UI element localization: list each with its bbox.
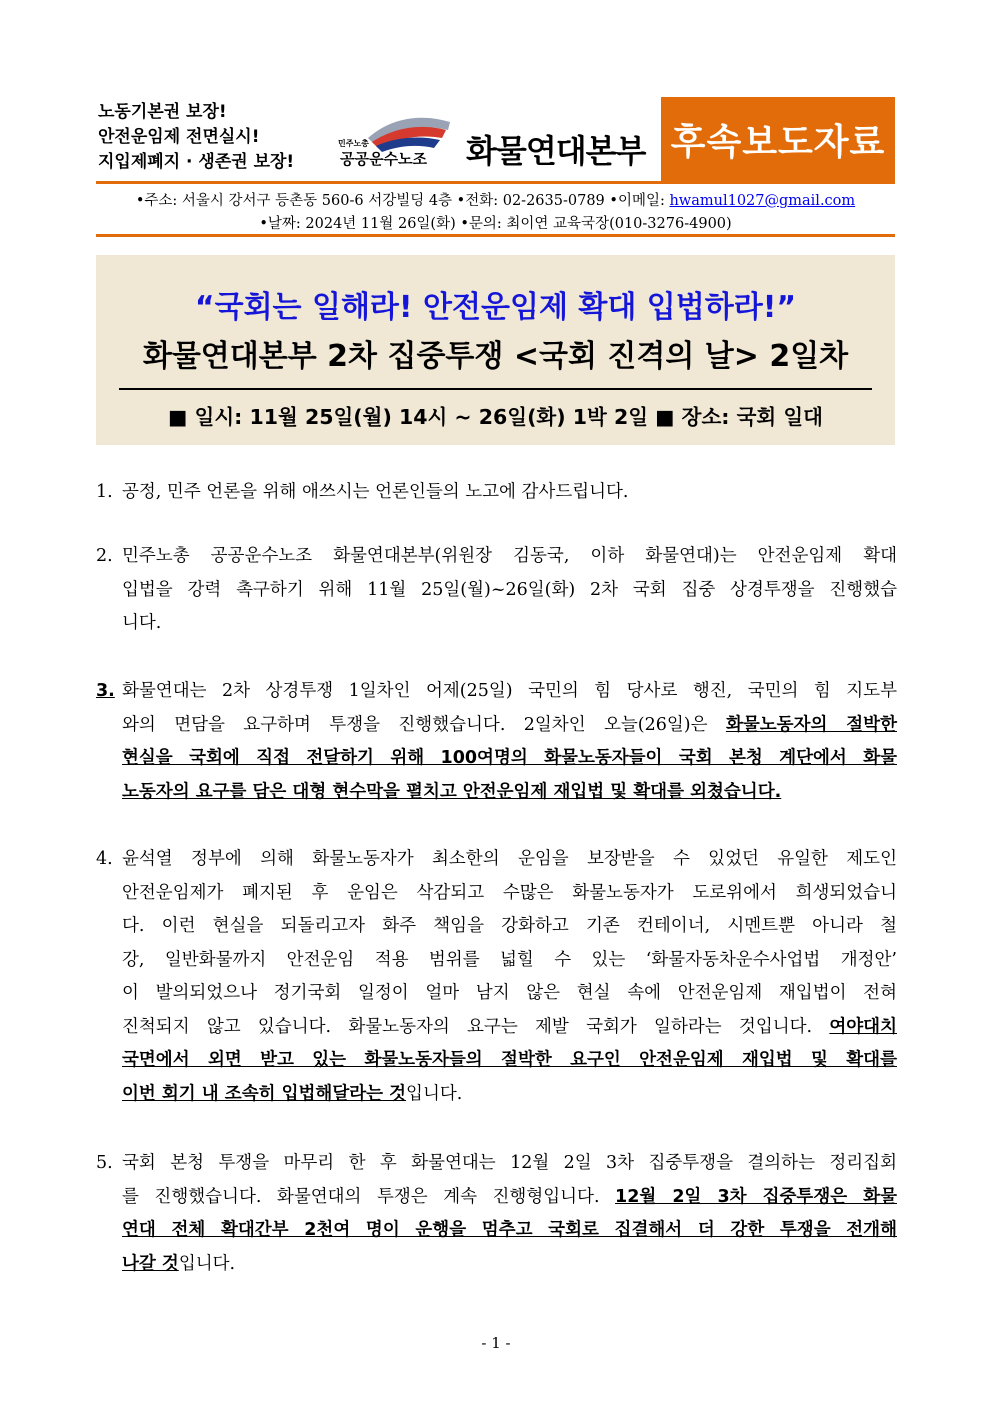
paragraph-line: 다. 이런 현실을 되돌리고자 화주 책임을 강화하고 기존 컨테이너, 시멘트뿐 아니라 철	[122, 916, 897, 936]
paragraph-number: 1.	[96, 482, 113, 502]
paragraph-line	[96, 1044, 897, 1078]
paragraph-line	[96, 1078, 897, 1112]
paragraph-number: 5.	[96, 1153, 113, 1173]
logo-small-text: 민주노총	[338, 139, 369, 148]
press-release-badge: 후속보도자료	[661, 97, 895, 181]
paragraph-1	[96, 476, 897, 510]
paragraph-line	[96, 1214, 897, 1248]
paragraph-line: 니다.	[122, 613, 162, 633]
org-name: 화물연대본부	[466, 132, 646, 170]
paragraph-number: 4.	[96, 849, 113, 869]
page-number: - 1 -	[481, 1334, 511, 1352]
emphasis-text: 화물노동자의 절박한	[725, 714, 897, 735]
paragraph-text: 진척되지 않고 있습니다. 화물노동자의 요구는 제발 국회가 일하라는 것입니다.	[122, 1016, 830, 1037]
paragraph-line: 민주노총 공공운수노조 화물연대본부(위원장 김동국, 이하 화물연대)는 안전운임제 확대	[122, 546, 897, 566]
paragraph-4	[96, 843, 897, 1111]
paragraph-line: 강, 일반화물까지 안전운임 적용 범위를 넓힐 수 있는 ‘화물자동차운수사업법 개정안’	[122, 949, 897, 970]
paragraph-number: 3.	[96, 681, 115, 701]
paragraph-line: 공정, 민주 언론을 위해 애쓰시는 언론인들의 노고에 감사드립니다.	[122, 482, 629, 502]
contact-line-1	[96, 189, 895, 210]
emphasis-text: 이번 회기 내 조속히 입법해달라는 것	[122, 1083, 407, 1104]
paragraph-line	[96, 1181, 897, 1215]
paragraph-text: 를 진행했습니다. 화물연대의 투쟁은 계속 진행형입니다.	[122, 1186, 616, 1207]
emphasis-text: 노동자의 요구를 담은 대형 현수막을 펼치고 안전운임제 재입법 및 확대를 외쳤습니다.	[122, 781, 782, 802]
email-link[interactable]: hwamul1027@gmail.com	[669, 193, 856, 209]
paragraph-line: 입법을 강력 촉구하기 위해 11월 25일(월)~26일(화) 2차 국회 집중 상경투쟁을 진행했습	[122, 579, 897, 600]
paragraph-line	[96, 1011, 897, 1045]
paragraph-line	[96, 1248, 897, 1282]
emphasis-text: 연대 전체 확대간부 2천여 명이 운행을 멈추고 국회로 집결해서 더 강한 투쟁을 전개해	[122, 1220, 897, 1240]
title-divider	[119, 388, 872, 390]
paragraph-line: 윤석열 정부에 의해 화물노동자가 최소한의 운임을 보장받을 수 있었던 유일한 제도인	[122, 849, 897, 869]
paragraph-line: 국회 본청 투쟁을 마무리 한 후 화물연대는 12월 2일 3차 집중투쟁을 결의하는 정리집회	[122, 1153, 897, 1173]
emphasis-text: 나갈 것	[122, 1253, 179, 1274]
slogans	[98, 100, 294, 175]
event-meta: ■ 일시: 11월 25일(월) 14시 ~ 26일(화) 1박 2일 ■ 장소: 국회 일대	[168, 405, 823, 429]
header-rule-top	[96, 181, 895, 184]
header-rule-bottom	[96, 234, 895, 237]
paragraph-2	[96, 540, 897, 641]
paragraph-line: 화물연대는 2차 상경투쟁 1일차인 어제(25일) 국민의 힘 당사로 행진, 국민의 힘 지도부	[122, 681, 897, 701]
union-logo	[338, 108, 478, 170]
paragraph-3	[96, 675, 897, 809]
slogan-1: 노동기본권 보장!	[98, 102, 227, 122]
subhead: 화물연대본부 2차 집중투쟁 <국회 진격의 날> 2일차	[142, 339, 849, 374]
paragraph-line: 안전운임제가 폐지된 후 운임은 삭감되고 수많은 화물노동자가 도로위에서 희생되었습니	[122, 882, 897, 903]
slogan-3: 지입제폐지 · 생존권 보장!	[98, 152, 295, 172]
union-logo-mark-icon	[338, 108, 478, 170]
paragraph-text: 와의 면담을 요구하며 투쟁을 진행했습니다. 2일차인 오늘(26일)은	[122, 714, 726, 735]
emphasis-text: 국면에서 외면 받고 있는 화물노동자들의 절박한 요구인 안전운임제 재입법 및 확대를	[122, 1050, 897, 1070]
paragraph-line: 이 발의되었으나 정기국회 일정이 얼마 남지 않은 현실 속에 안전운임제 재입법이 전혀	[122, 983, 897, 1003]
paragraph-5	[96, 1147, 897, 1281]
paragraph-number: 2.	[96, 546, 113, 566]
paragraph-text: 입니다.	[178, 1253, 236, 1274]
emphasis-text: 여야대치	[829, 1016, 897, 1037]
contact-line-2: •날짜: 2024년 11월 26일(화) •문의: 최이연 교육국장(010-3276-4900)	[259, 216, 732, 232]
emphasis-text: 현실을 국회에 직접 전달하기 위해 100여명의 화물노동자들이 국회 본청 계단에서 화물	[122, 748, 897, 768]
paragraph-line	[96, 776, 897, 810]
emphasis-text: 12월 2일 3차 집중투쟁은 화물	[615, 1186, 897, 1207]
slogan-2: 안전운임제 전면실시!	[98, 127, 260, 147]
paragraph-line	[96, 742, 897, 776]
paragraph-text: 입니다.	[406, 1083, 463, 1104]
headline: “국회는 일해라! 안전운임제 확대 입법하라!”	[194, 290, 797, 325]
paragraph-line	[96, 709, 897, 743]
contact-address-phone: •주소: 서울시 강서구 등촌동 560-6 서강빌딩 4층 •전화: 02-2635-0789 •이메일:	[135, 193, 670, 209]
title-box	[96, 255, 895, 445]
logo-union-text: 공공운수노조	[340, 150, 427, 168]
